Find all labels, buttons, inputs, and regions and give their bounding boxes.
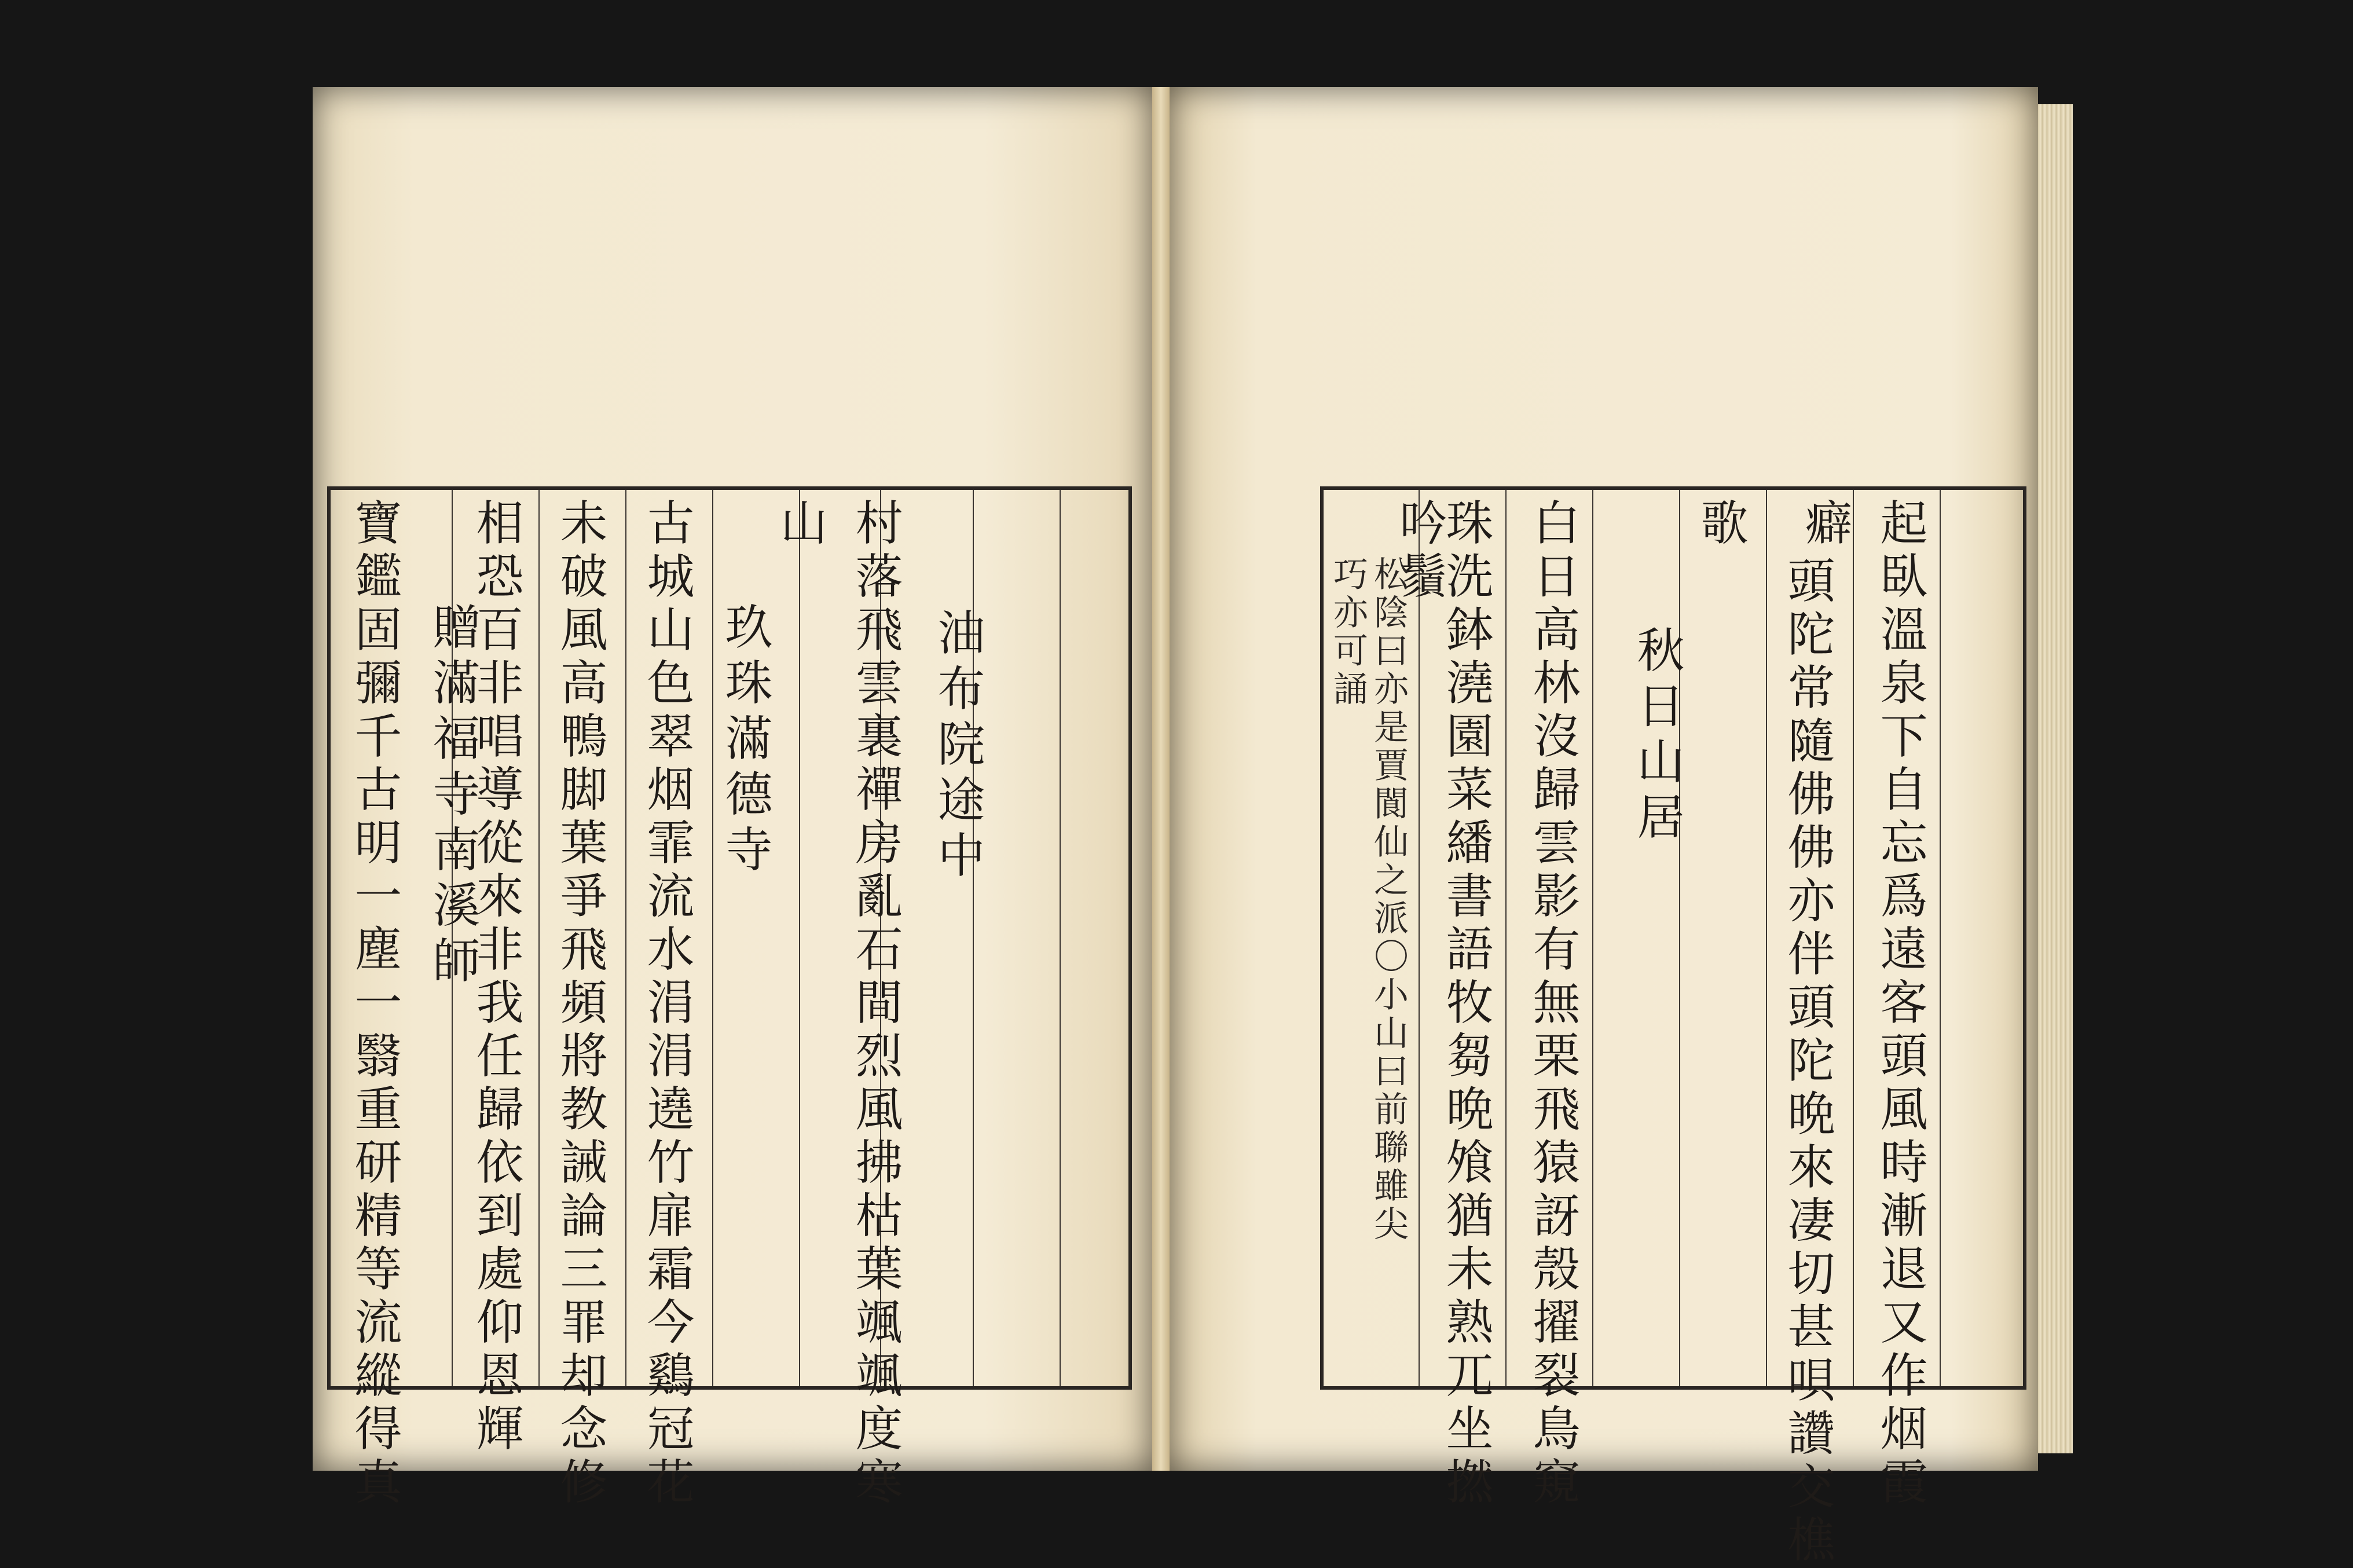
poem-line: 山 [772,498,827,551]
column-rule [1940,490,1941,1386]
column-rule [625,490,626,1386]
column-rule [799,490,800,1386]
poem-line: 吟鬚 [1392,498,1447,605]
poem-title: 秋日山居 [1629,625,1684,848]
column-rule [538,490,540,1386]
poem-line: 歌 [1693,498,1748,551]
poem-line: 癖 [1797,498,1852,551]
column-rule [1505,490,1507,1386]
poem-line: 珠洗鉢澆園菜繙書語牧芻晩飧猶未熟兀坐撚 [1438,498,1493,1510]
column-rule [712,490,713,1386]
poem-title: 油布院途中 [930,608,985,886]
page-edge-stack [2038,104,2073,1453]
commentary-note: 巧亦可誦 [1328,556,1368,709]
column-rule [1853,490,1854,1386]
poem-line: 白日高林沒歸雲影有無栗飛猿訝殼擢裂鳥窺 [1525,498,1580,1510]
poem-title: 玖珠滿德寺 [717,602,772,880]
poem-line: 頭陀常隨佛佛亦伴頭陀晩來凄切甚唄讚交樵 [1780,556,1835,1568]
poem-title: 贈滿福寺南溪師 [425,602,480,991]
poem-line: 相恐百非唱導從來非我任歸依到處仰恩輝 [468,498,523,1457]
poem-line: 起臥溫泉下自忘爲遠客頭風時漸退又作烟霞 [1872,498,1927,1510]
commentary-note: 松陰曰亦是賈閬仙之派〇小山曰前聯雖尖 [1368,556,1409,1244]
book-gutter [1152,87,1170,1471]
poem-line: 村落飛雲裏禪房亂石間烈風拂枯葉颯颯度寒 [848,498,903,1510]
poem-line: 古城山色翠烟霏流水涓涓遶竹扉霜今鷄冠花 [639,498,694,1510]
poem-line: 寶鑑固彌千古明一塵一翳重研精等流縱得真 [347,498,402,1510]
column-rule [1060,490,1061,1386]
column-rule [1592,490,1593,1386]
column-rule [1766,490,1767,1386]
poem-line: 未破風高鴨脚葉爭飛頻將教誡論三罪却念修 [552,498,607,1510]
